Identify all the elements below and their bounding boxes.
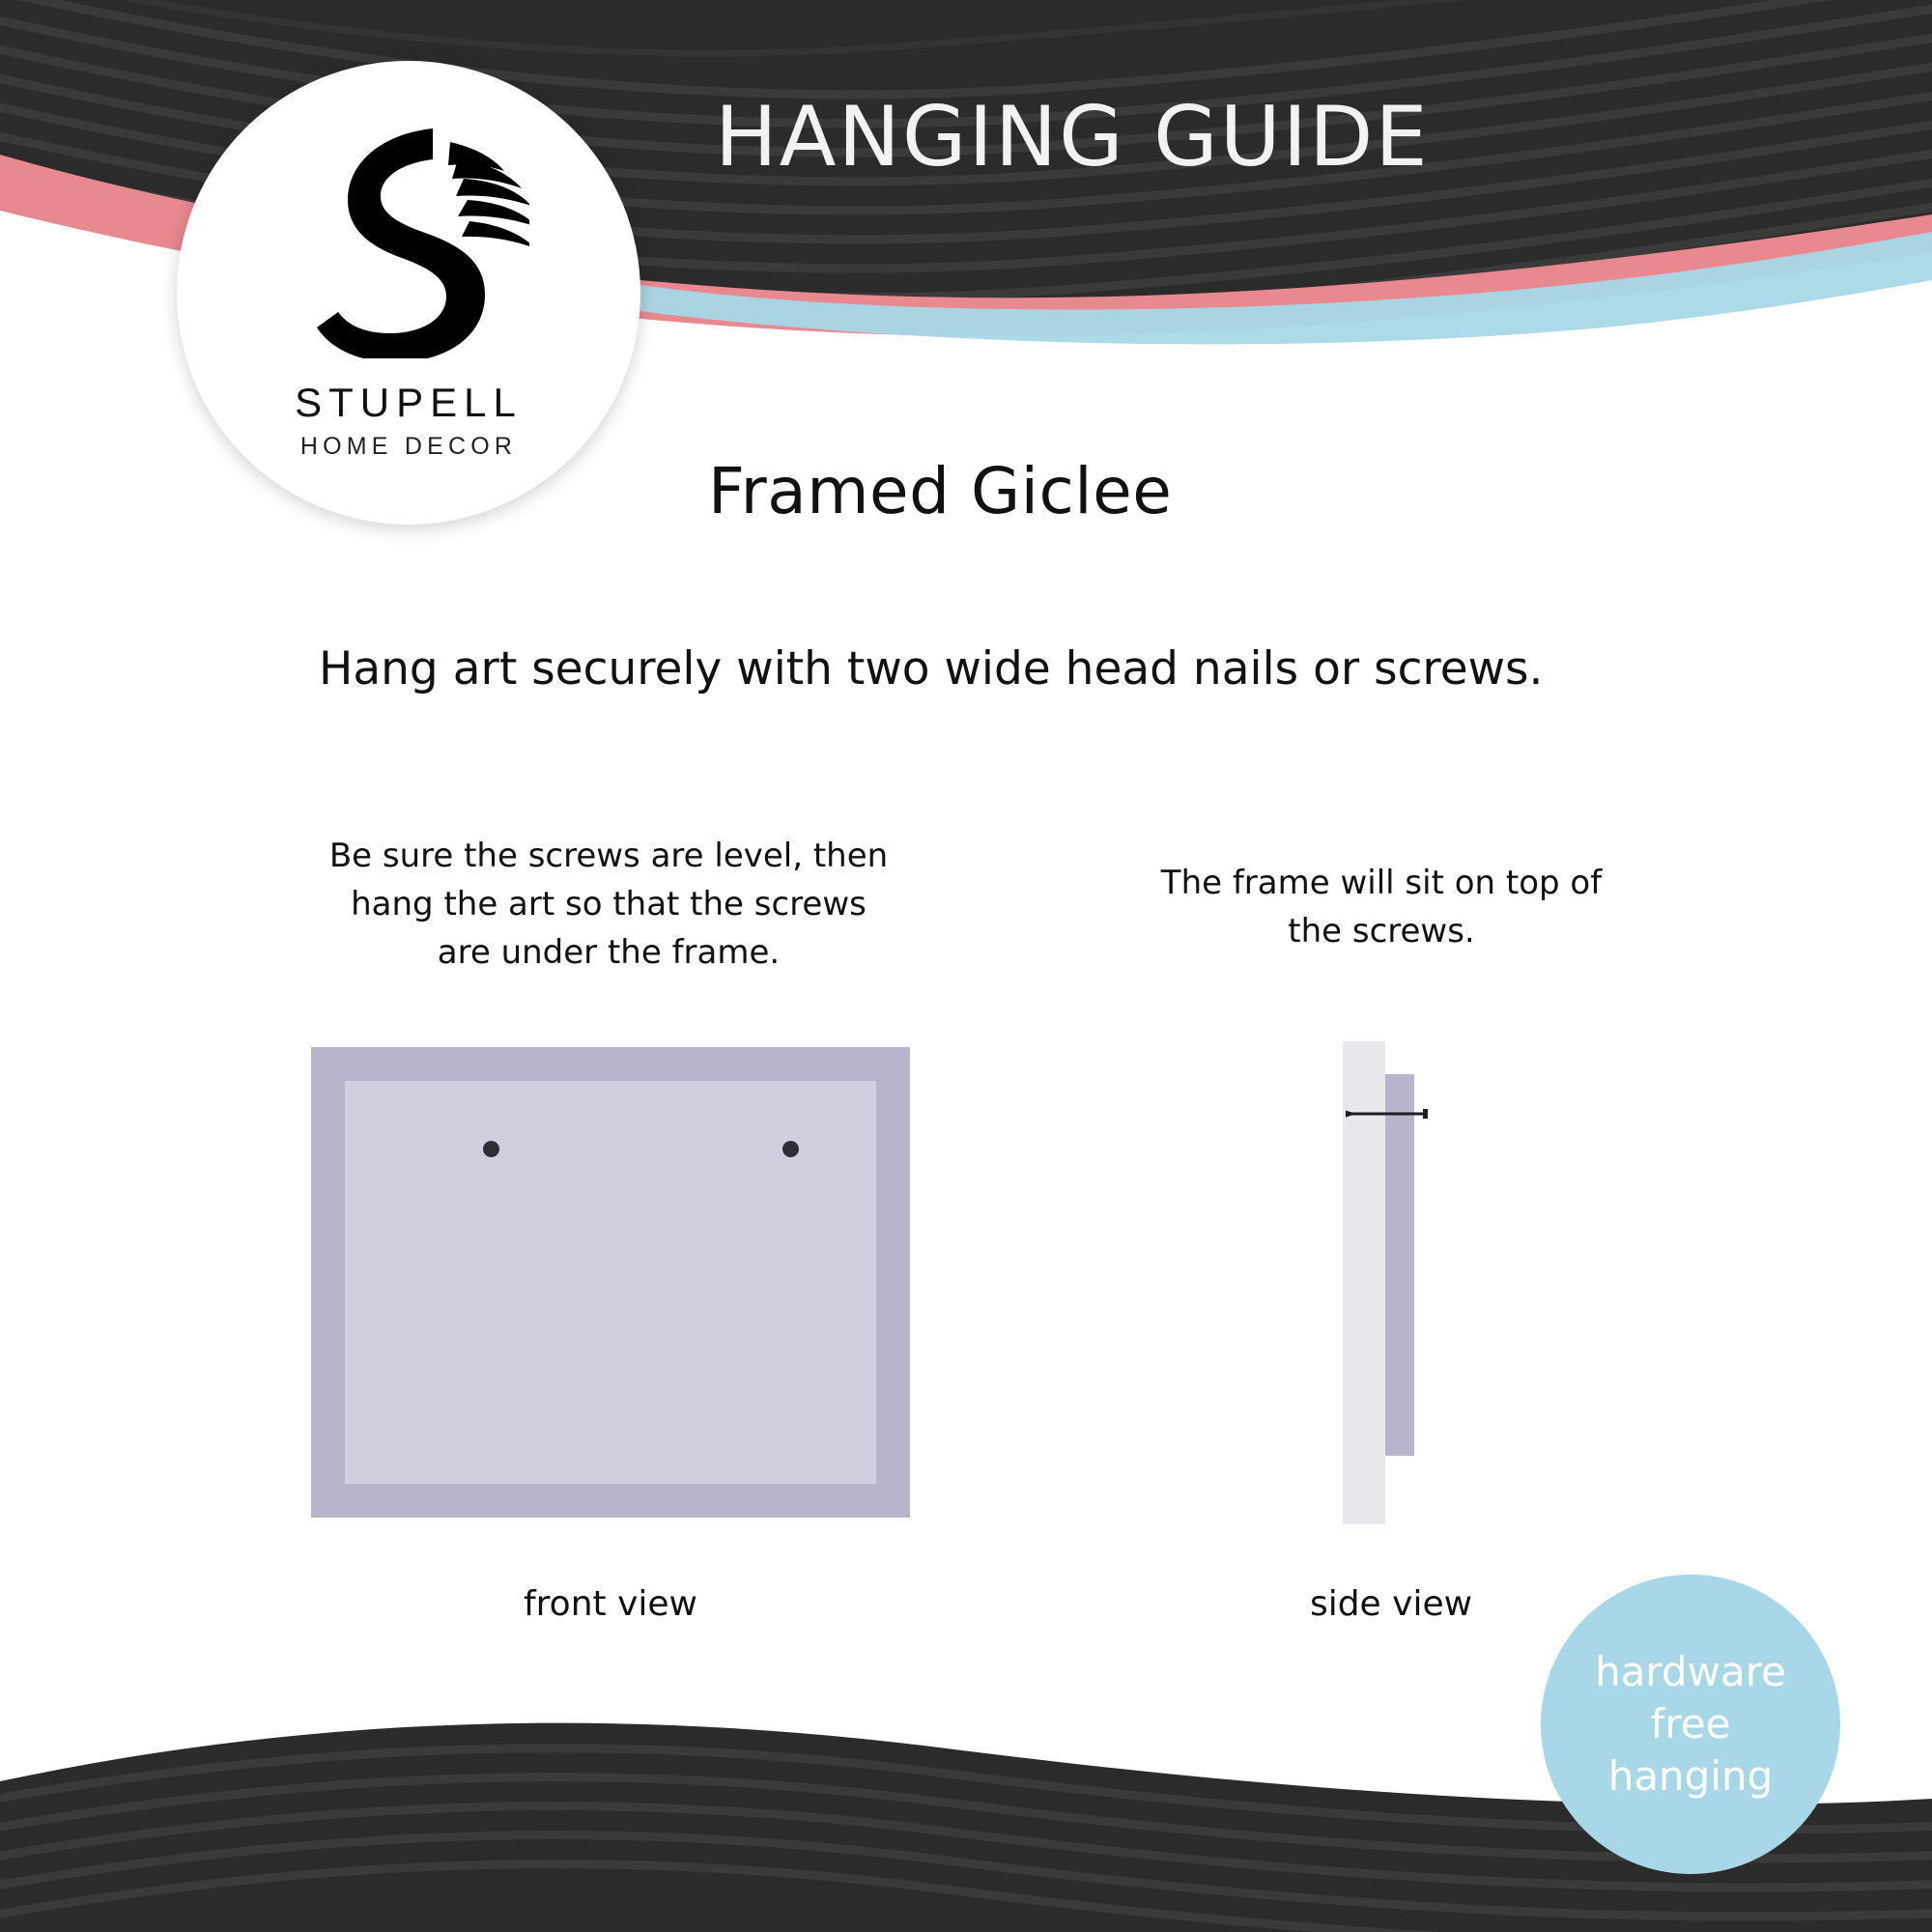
logo-name: STUPELL [295,380,523,425]
side-view-caption: The frame will sit on top of the screws. [1160,864,1603,951]
framed-art-front-diagram [311,1047,910,1518]
art-surface [345,1081,876,1484]
screw-dot-left [483,1141,499,1157]
logo-subtitle: HOME DECOR [299,433,518,460]
nail-icon [1346,1104,1433,1114]
front-view-caption: Be sure the screws are level, then hang the art so that the screws are under the frame. [328,837,889,972]
badge-line-2: free [1650,1700,1731,1748]
screw-dot-right [782,1141,799,1157]
front-view-label: front view [524,1584,697,1624]
swoosh-logo-icon [288,117,529,358]
frame-side-profile [1385,1074,1414,1456]
product-title: Framed Giclee [708,454,1173,528]
side-view-label: side view [1309,1584,1473,1624]
instruction-text: Hang art securely with two wide head nails or screws. [319,642,1544,696]
hardware-free-badge [1541,1575,1840,1874]
logo-badge [177,61,640,525]
badge-line-3: hanging [1607,1751,1774,1800]
badge-line-1: hardware [1595,1648,1786,1696]
page-title: HANGING GUIDE [715,89,1430,185]
